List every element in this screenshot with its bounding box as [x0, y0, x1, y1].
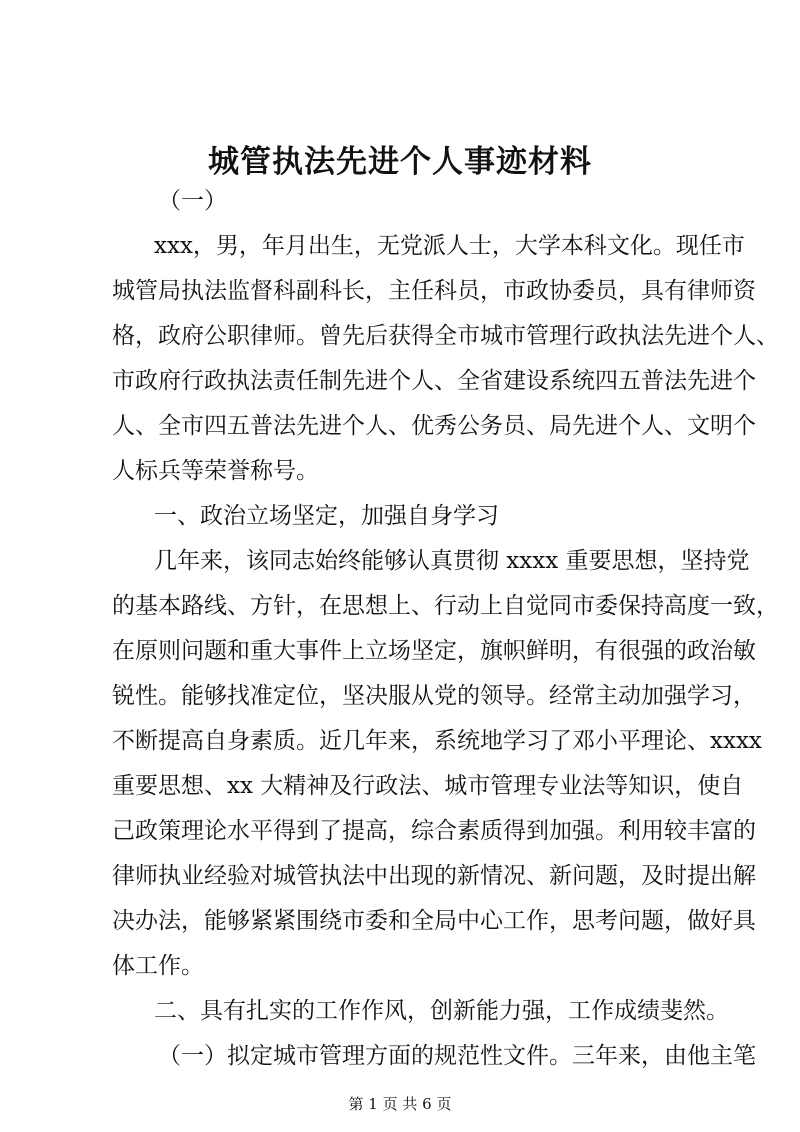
body-line-14: 己政策理论水平得到了提高，综合素质得到加强。利用较丰富的	[112, 818, 756, 844]
body-line-4: 市政府行政执法责任制先进个人、全省建设系统四五普法先进个	[112, 368, 756, 394]
body-line-13: 重要思想、xx 大精神及行政法、城市管理专业法等知识，使自	[112, 773, 744, 799]
body-line-15: 律师执业经验对城管执法中出现的新情况、新问题，及时提出解	[112, 863, 756, 889]
page-footer: 第 1 页 共 6 页	[348, 1095, 452, 1113]
body-line-1: xxx，男，年月出生，无党派人士，大学本科文化。现任市	[154, 233, 745, 259]
body-line-9: 的基本路线、方针，在思想上、行动上自觉同市委保持高度一致，	[112, 593, 779, 619]
body-line-3: 格，政府公职律师。曾先后获得全市城市管理行政执法先进个人、	[112, 323, 779, 349]
document-title: 城管执法先进个人事迹材料	[208, 144, 592, 180]
body-line-11: 锐性。能够找准定位，坚决服从党的领导。经常主动加强学习，	[112, 683, 756, 709]
heading-work-style: 二、具有扎实的工作作风，创新能力强，工作成绩斐然。	[154, 998, 729, 1024]
body-line-6: 人标兵等荣誉称号。	[112, 458, 319, 484]
body-line-16: 决办法，能够紧紧围绕市委和全局中心工作，思考问题，做好具	[112, 908, 756, 934]
body-line-5: 人、全市四五普法先进个人、优秀公务员、局先进个人、文明个	[112, 413, 756, 439]
body-line-8: 几年来，该同志始终能够认真贯彻 xxxx 重要思想，坚持党	[154, 548, 750, 574]
body-line-10: 在原则问题和重大事件上立场坚定，旗帜鲜明，有很强的政治敏	[112, 638, 756, 664]
body-line-19: （一）拟定城市管理方面的规范性文件。三年来，由他主笔	[158, 1043, 756, 1069]
heading-political-stance: 一、政治立场坚定，加强自身学习	[154, 503, 499, 529]
section-marker: （一）	[158, 188, 227, 214]
body-line-17: 体工作。	[112, 953, 204, 979]
body-line-12: 不断提高自身素质。近几年来，系统地学习了邓小平理论、xxxx	[112, 728, 762, 754]
body-line-2: 城管局执法监督科副科长，主任科员，市政协委员，具有律师资	[112, 278, 756, 304]
